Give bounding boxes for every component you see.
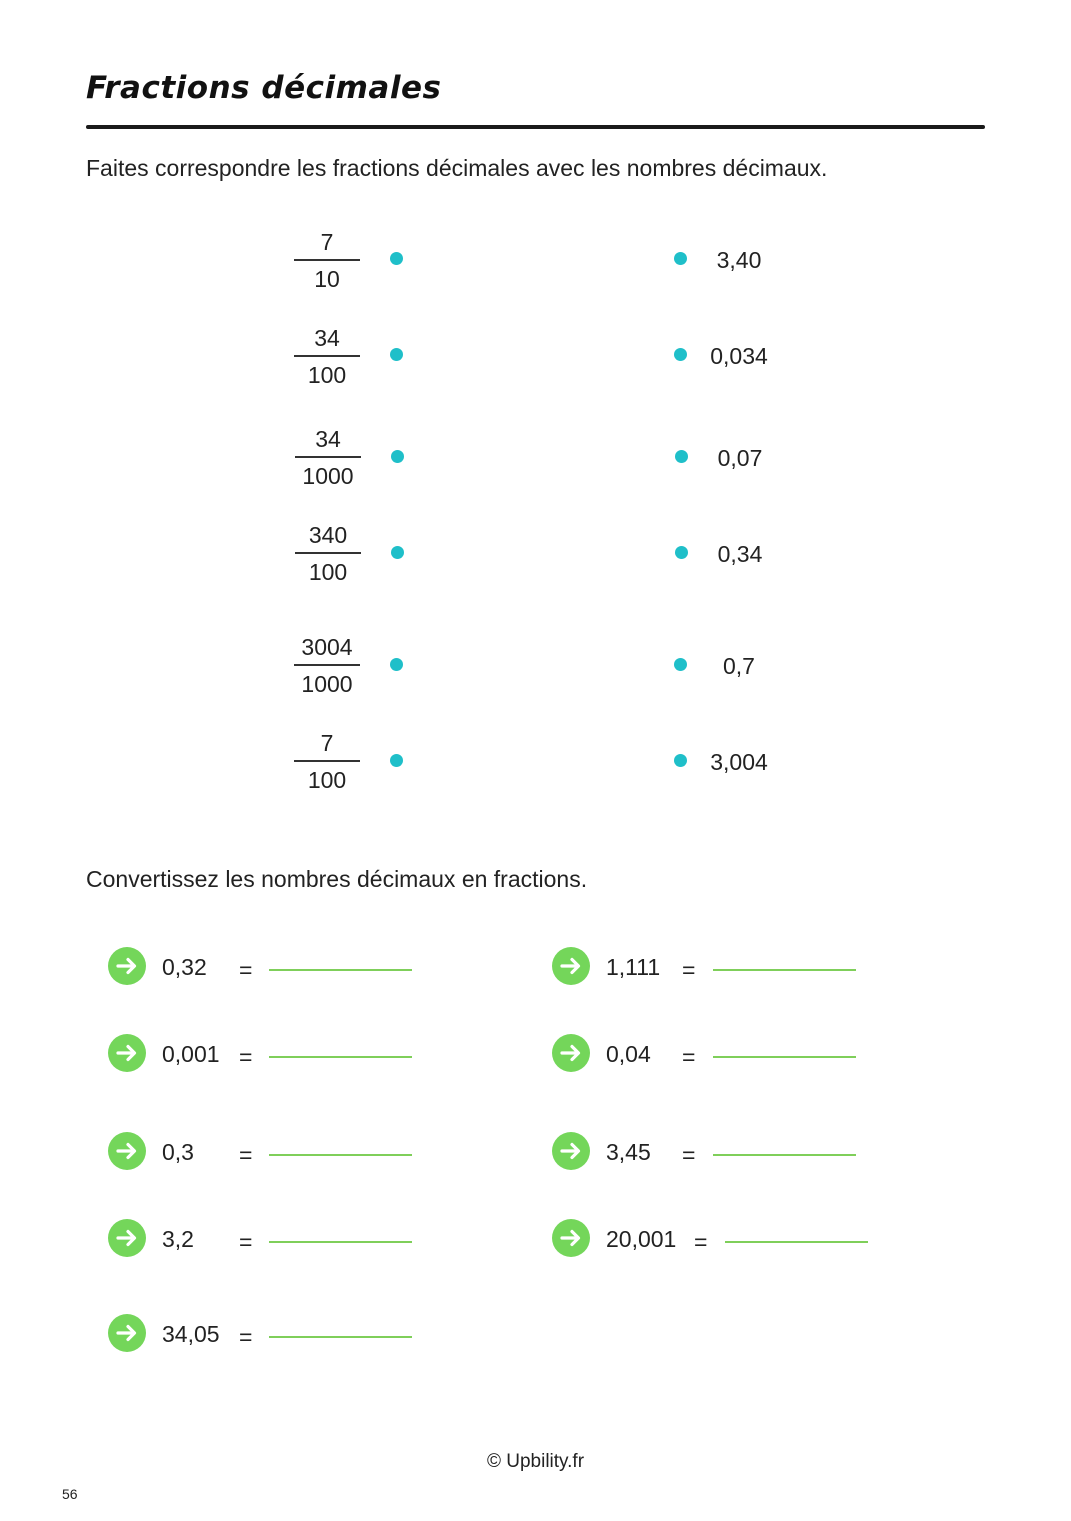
fraction-numerator: 34 (315, 426, 341, 452)
answer-line[interactable] (713, 1056, 856, 1058)
equals-sign: = (239, 1044, 253, 1070)
equals-sign: = (682, 957, 696, 983)
page-number: 56 (62, 1486, 78, 1502)
arrow-right-circle-icon (552, 1132, 590, 1170)
arrow-right-circle-icon (552, 1219, 590, 1257)
match-dot-right-3[interactable] (675, 450, 688, 463)
conversion-value: 0,04 (606, 1041, 651, 1067)
fraction-denominator: 1000 (301, 670, 353, 697)
fraction-3 (293, 426, 363, 489)
conversion-value: 3,2 (162, 1226, 194, 1252)
match-dot-left-5[interactable] (390, 658, 403, 671)
decimal-5: 0,7 (723, 653, 755, 679)
page-title: Fractions décimales (86, 70, 442, 106)
arrow-right-circle-icon (552, 947, 590, 985)
fraction-denominator: 100 (307, 766, 347, 793)
instruction-matching: Faites correspondre les fractions décimales avec les nombres décimaux. (86, 155, 828, 181)
answer-line[interactable] (269, 1336, 412, 1338)
match-dot-left-1[interactable] (390, 252, 403, 265)
equals-sign: = (239, 1229, 253, 1255)
arrow-right-circle-icon (108, 947, 146, 985)
title-divider (86, 125, 985, 129)
answer-line[interactable] (269, 1056, 412, 1058)
match-dot-left-4[interactable] (391, 546, 404, 559)
answer-line[interactable] (713, 969, 856, 971)
fraction-denominator: 100 (307, 361, 347, 388)
conversion-value: 0,3 (162, 1139, 194, 1165)
equals-sign: = (682, 1044, 696, 1070)
decimal-4: 0,34 (717, 541, 763, 567)
fraction-4 (293, 522, 363, 585)
answer-line[interactable] (269, 969, 412, 971)
fraction-numerator: 340 (308, 522, 348, 548)
conversion-value: 0,001 (162, 1041, 220, 1067)
match-dot-right-5[interactable] (674, 658, 687, 671)
fraction-numerator: 34 (314, 325, 340, 351)
match-dot-right-4[interactable] (675, 546, 688, 559)
fraction-2 (292, 325, 362, 388)
fraction-1 (292, 229, 362, 292)
fraction-denominator: 1000 (302, 462, 354, 489)
equals-sign: = (239, 1142, 253, 1168)
fraction-numerator: 7 (320, 730, 334, 756)
match-dot-right-6[interactable] (674, 754, 687, 767)
equals-sign: = (694, 1229, 708, 1255)
fraction-5 (292, 634, 362, 697)
answer-line[interactable] (713, 1154, 856, 1156)
conversion-value: 20,001 (606, 1226, 677, 1252)
arrow-right-circle-icon (108, 1219, 146, 1257)
decimal-3: 0,07 (717, 445, 763, 471)
match-dot-right-1[interactable] (674, 252, 687, 265)
arrow-right-circle-icon (108, 1034, 146, 1072)
match-dot-left-6[interactable] (390, 754, 403, 767)
decimal-2: 0,034 (710, 343, 768, 369)
match-dot-left-2[interactable] (390, 348, 403, 361)
instruction-conversion: Convertissez les nombres décimaux en fractions. (86, 866, 588, 892)
conversion-value: 34,05 (162, 1321, 220, 1347)
fraction-numerator: 3004 (301, 634, 353, 660)
decimal-1: 3,40 (716, 247, 762, 273)
arrow-right-circle-icon (552, 1034, 590, 1072)
answer-line[interactable] (725, 1241, 868, 1243)
arrow-right-circle-icon (108, 1132, 146, 1170)
answer-line[interactable] (269, 1241, 412, 1243)
conversion-value: 1,111 (606, 954, 661, 980)
equals-sign: = (239, 1324, 253, 1350)
fraction-numerator: 7 (320, 229, 334, 255)
conversion-value: 3,45 (606, 1139, 651, 1165)
conversion-value: 0,32 (162, 954, 207, 980)
equals-sign: = (682, 1142, 696, 1168)
fraction-denominator: 100 (308, 558, 348, 585)
decimal-6: 3,004 (710, 749, 768, 775)
match-dot-left-3[interactable] (391, 450, 404, 463)
answer-line[interactable] (269, 1154, 412, 1156)
fraction-6 (292, 730, 362, 793)
equals-sign: = (239, 957, 253, 983)
arrow-right-circle-icon (108, 1314, 146, 1352)
fraction-denominator: 10 (314, 265, 340, 292)
copyright-notice: © Upbility.fr (486, 1451, 585, 1472)
match-dot-right-2[interactable] (674, 348, 687, 361)
